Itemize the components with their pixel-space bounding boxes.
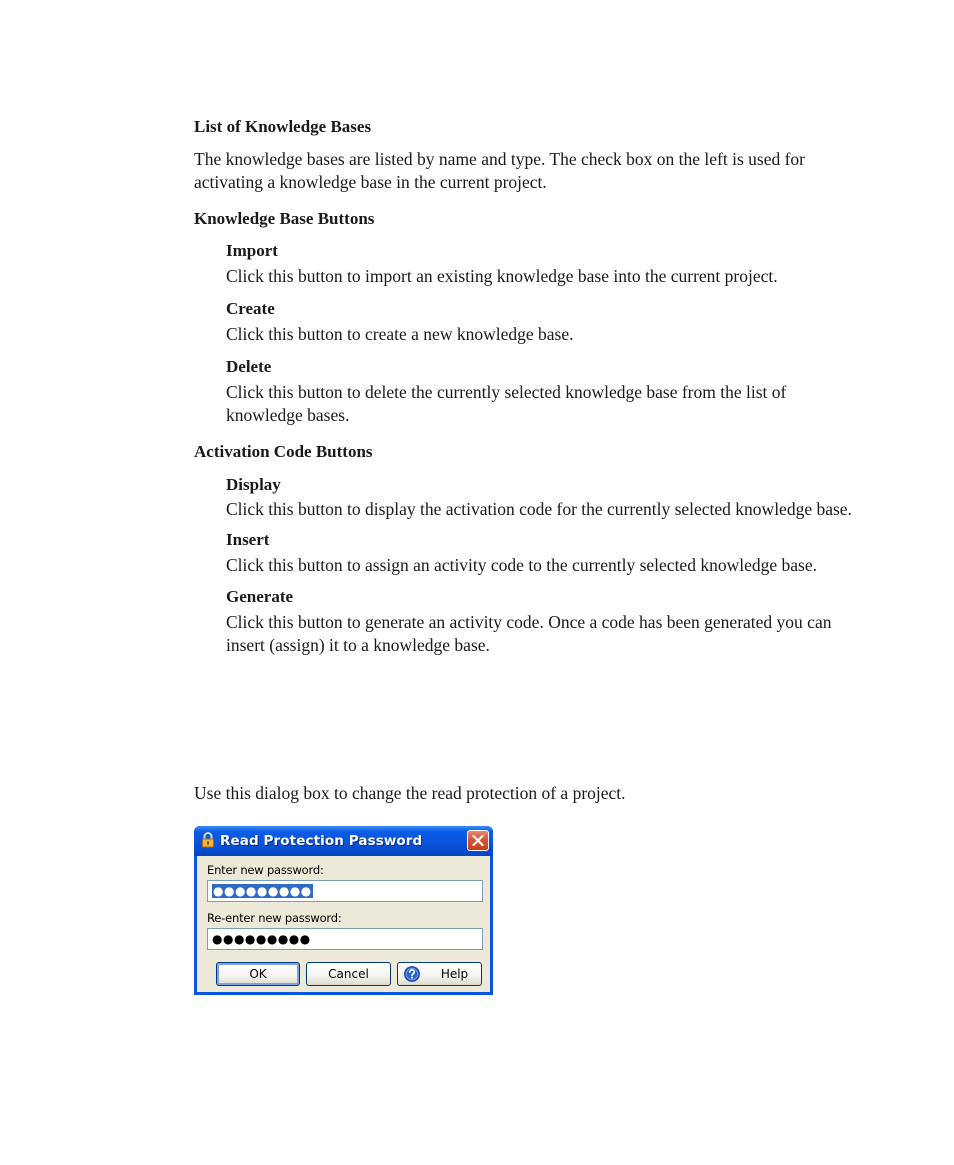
read-protection-dialog <box>194 826 493 995</box>
paragraph-dialog-intro: Use this dialog box to change the read protection of a project. <box>194 783 626 803</box>
reenter-password-value: ●●●●●●●●● <box>212 932 311 946</box>
kb-buttons-list <box>194 240 866 427</box>
item-body-display: Click this button to display the activation code for the currently selected knowledge base. <box>226 499 852 519</box>
cancel-button[interactable]: Cancel <box>306 962 391 986</box>
dialog-client-area <box>197 856 490 992</box>
paragraph-list-description: The knowledge bases are listed by name and type. The check box on the left is used for activating a knowledge base in the current project. <box>194 149 806 192</box>
close-icon <box>472 835 484 846</box>
label-enter-new-password: Enter new password: <box>207 863 324 877</box>
help-icon <box>404 966 420 982</box>
close-button[interactable] <box>467 830 489 851</box>
item-body-generate: Click this button to generate an activity code. Once a code has been generated you can insert (assign) it to a knowledge base. <box>226 612 832 655</box>
heading-activation-code-buttons: Activation Code Buttons <box>194 442 373 461</box>
item-title-display: Display <box>226 475 281 494</box>
reenter-password-input[interactable] <box>207 928 483 950</box>
item-body-import: Click this button to import an existing knowledge base into the current project. <box>226 266 778 286</box>
help-button-label: Help <box>440 967 469 981</box>
item-title-import: Import <box>226 241 278 260</box>
item-title-generate: Generate <box>226 587 294 606</box>
lock-icon <box>201 832 215 848</box>
dialog-titlebar[interactable] <box>194 826 493 856</box>
help-button[interactable] <box>397 962 482 986</box>
item-body-delete: Click this button to delete the currently selected knowledge base from the list of knowledge bases. <box>226 382 787 425</box>
item-title-create: Create <box>226 299 275 318</box>
new-password-input[interactable] <box>207 880 483 902</box>
document-page <box>194 116 866 657</box>
heading-list-of-knowledge-bases: List of Knowledge Bases <box>194 117 372 136</box>
item-title-delete: Delete <box>226 357 272 376</box>
dialog-title: Read Protection Password <box>220 833 423 849</box>
item-body-insert: Click this button to assign an activity code to the currently selected knowledge base. <box>226 555 817 575</box>
item-body-create: Click this button to create a new knowledge base. <box>226 324 574 344</box>
heading-knowledge-base-buttons: Knowledge Base Buttons <box>194 209 375 228</box>
new-password-value: ●●●●●●●●● <box>213 884 312 898</box>
item-title-insert: Insert <box>226 530 270 549</box>
activation-buttons-list <box>194 474 866 657</box>
label-reenter-new-password: Re-enter new password: <box>207 911 342 925</box>
ok-button[interactable]: OK <box>216 962 300 986</box>
